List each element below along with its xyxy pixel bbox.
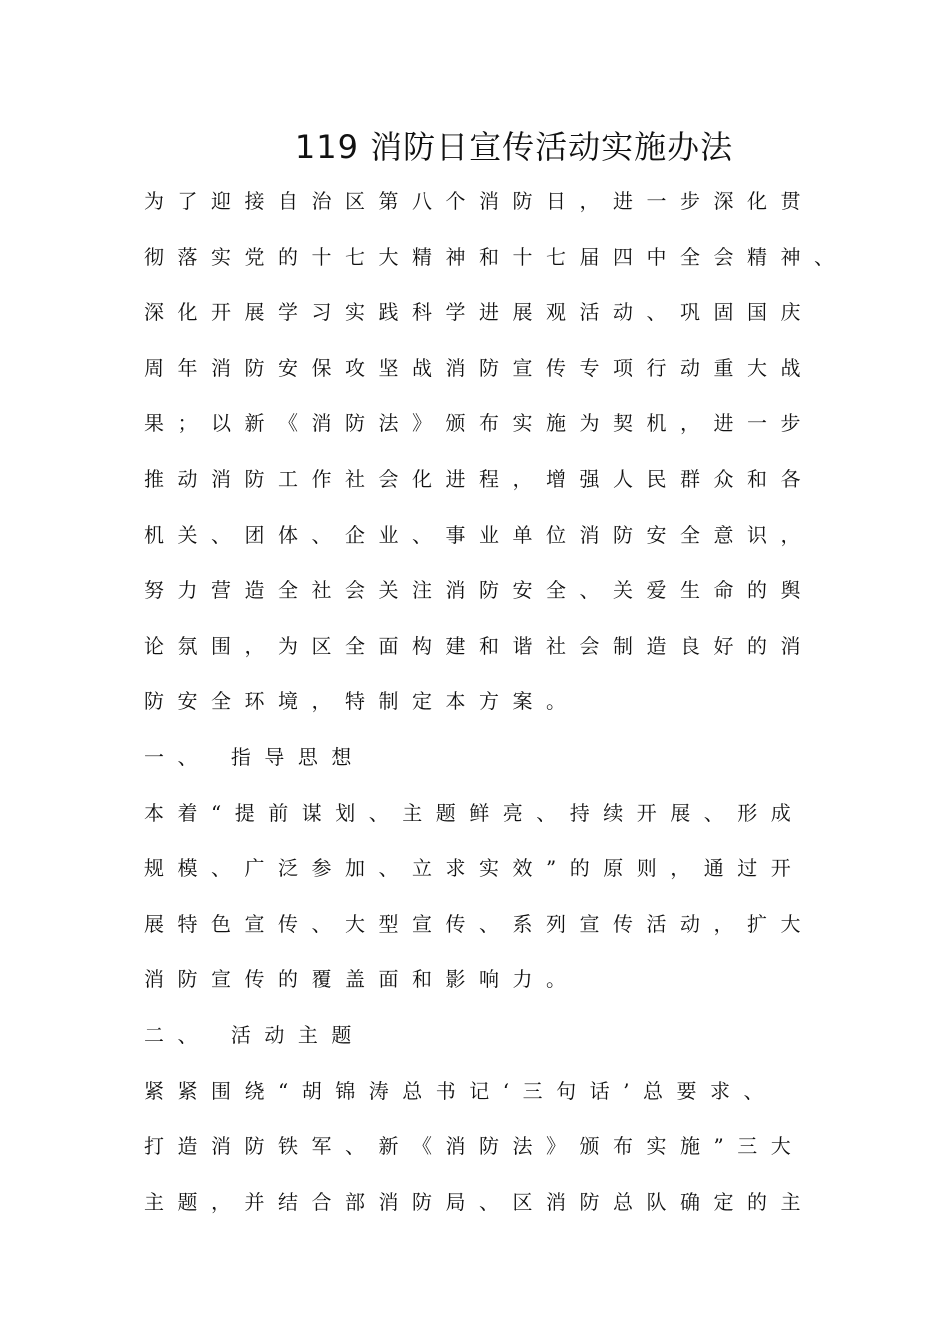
body-line: 本着“提前谋划、主题鲜亮、持续开展、形成	[144, 800, 805, 825]
body-line: 为了迎接自治区第八个消防日，进一步深化贯	[144, 189, 814, 213]
body-line: 规模、广泛参加、立求实效”的原则，通过开	[144, 856, 805, 881]
body-line: 紧紧围绕“胡锦涛总书记‘三句话’总要求、	[144, 1078, 777, 1103]
body-line: 论氛围，为区全面构建和谐社会制造良好的消	[144, 633, 814, 658]
body-line: 彻落实党的十七大精神和十七届四中全会精神、	[144, 244, 848, 269]
body-line: 主题，并结合部消防局、区消防总队确定的主	[144, 1189, 814, 1214]
document-body	[144, 183, 848, 1239]
body-line: 防安全环境，特制定本方案。	[144, 689, 580, 714]
body-line: 深化开展学习实践科学进展观活动、巩固国庆	[144, 300, 814, 325]
body-line: 消防宣传的覆盖面和影响力。	[144, 967, 580, 992]
body-line: 果；以新《消防法》颁布实施为契机，进一步	[144, 411, 814, 436]
document-title: 119 消防日宣传活动实施办法	[294, 128, 734, 166]
body-line: 机关、团体、企业、事业单位消防安全意识，	[144, 522, 814, 547]
body-line: 周年消防安保攻坚战消防宣传专项行动重大战	[144, 355, 814, 380]
body-line: 努力营造全社会关注消防安全、关爱生命的舆	[144, 578, 814, 603]
body-line: 展特色宣传、大型宣传、系列宣传活动，扩大	[144, 911, 814, 936]
body-line: 推动消防工作社会化进程，增强人民群众和各	[144, 466, 814, 491]
body-line: 打造消防铁军、新《消防法》颁布实施”三大	[144, 1134, 805, 1159]
section-heading: 二、 活动主题	[144, 1022, 365, 1047]
section-heading: 一、 指导思想	[144, 744, 365, 769]
